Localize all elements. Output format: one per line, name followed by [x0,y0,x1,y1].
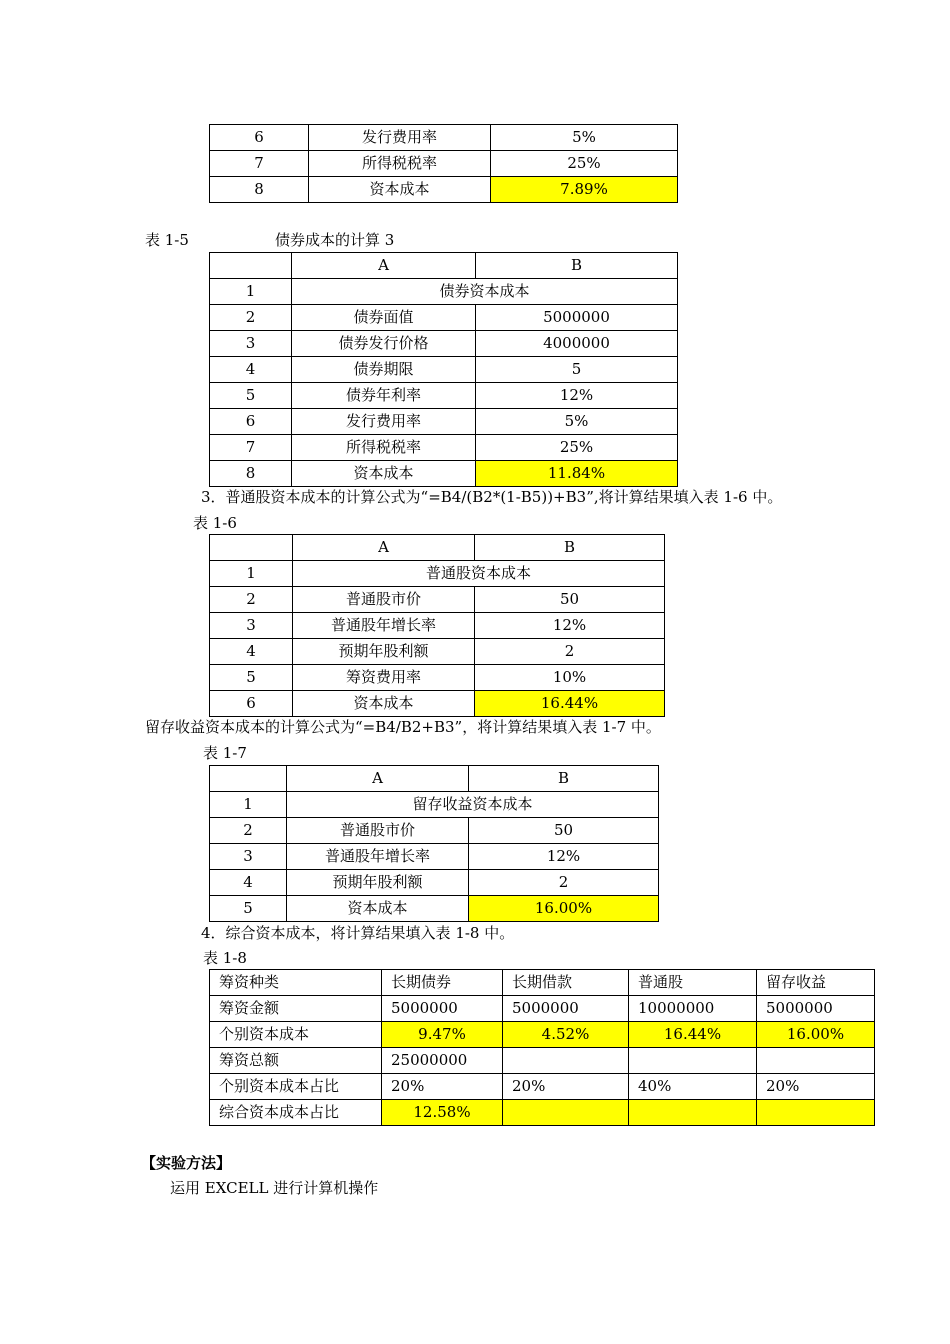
row-number: 8 [210,177,309,203]
row-number: 1 [210,561,293,587]
cell-value: 2 [469,870,659,896]
row-number: 4 [210,357,292,383]
cell: 25000000 [382,1048,503,1074]
cell-label: 预期年股利额 [287,870,469,896]
cell-label: 普通股市价 [287,818,469,844]
cell-value-highlight: 11.84% [476,461,678,487]
row-number: 2 [210,305,292,331]
corner-cell [210,766,287,792]
row-number: 1 [210,792,287,818]
table-header-row [210,970,875,996]
cell-highlight [629,1100,757,1126]
cell-label: 所得税税率 [309,151,491,177]
cell-value: 5% [476,409,678,435]
row-number: 6 [210,409,292,435]
row-number: 2 [210,818,287,844]
table-1-6 [209,534,665,717]
cell-label: 资本成本 [287,896,469,922]
cell: 个别资本成本占比 [210,1074,382,1100]
cell: 个别资本成本 [210,1022,382,1048]
corner-cell [210,535,293,561]
cell-label: 发行费用率 [309,125,491,151]
cell-value: 25% [476,435,678,461]
cell: 长期借款 [503,970,629,996]
cell: 5000000 [382,996,503,1022]
row-number: 7 [210,435,292,461]
cell-value: 25% [491,151,678,177]
table-label: 表 1-7 [203,744,247,762]
table-label: 表 1-6 [193,514,237,532]
section-heading: 【实验方法】 [141,1154,232,1172]
table-row [210,435,678,461]
row-number: 3 [210,331,292,357]
table-heading: 普通股资本成本 [293,561,665,587]
method-text: 运用 EXCELL 进行计算机操作 [170,1179,379,1197]
cell-label: 普通股年增长率 [293,613,475,639]
cell: 筹资种类 [210,970,382,996]
table-row [210,1022,875,1048]
paragraph-common-stock-formula: 3．普通股资本成本的计算公式为“=B4/(B2*(1-B5))+B3”,将计算结果填入表 1-6 中。 [201,488,783,506]
cell [629,1048,757,1074]
row-number: 7 [210,151,309,177]
cell-value-highlight: 9.47% [382,1022,503,1048]
table-row [210,561,665,587]
column-header: A [287,766,469,792]
table-row [210,587,665,613]
table-row [210,844,659,870]
column-header: B [469,766,659,792]
table-title: 债券成本的计算 3 [275,231,395,249]
cell-value: 5% [491,125,678,151]
column-header: B [475,535,665,561]
cell-label: 发行费用率 [292,409,476,435]
row-number: 6 [210,691,293,717]
table-row [210,665,665,691]
cell: 筹资金额 [210,996,382,1022]
cell-label: 债券期限 [292,357,476,383]
table-header-row [210,253,678,279]
row-number: 3 [210,613,293,639]
row-number: 3 [210,844,287,870]
table-row [210,870,659,896]
table-row [210,1074,875,1100]
table-label: 表 1-5 [145,231,189,249]
table-row [210,151,678,177]
row-number: 5 [210,383,292,409]
cell: 5000000 [757,996,875,1022]
table-header-row [210,766,659,792]
cell [503,1048,629,1074]
table-row [210,279,678,305]
cell-value-highlight: 12.58% [382,1100,503,1126]
table-row [210,896,659,922]
cell-label: 筹资费用率 [293,665,475,691]
cell-value: 5000000 [476,305,678,331]
row-number: 8 [210,461,292,487]
cell-label: 预期年股利额 [293,639,475,665]
table-1-8 [209,969,875,1126]
table-row [210,331,678,357]
table-row [210,461,678,487]
cell-value-highlight: 16.00% [757,1022,875,1048]
column-header: A [293,535,475,561]
corner-cell [210,253,292,279]
cell: 5000000 [503,996,629,1022]
cell: 综合资本成本占比 [210,1100,382,1126]
cell-label: 债券面值 [292,305,476,331]
cell-value: 12% [469,844,659,870]
cell-value-highlight: 16.44% [629,1022,757,1048]
table-row [210,409,678,435]
table-row [210,691,665,717]
table-row [210,125,678,151]
cell-value: 12% [476,383,678,409]
cell: 20% [757,1074,875,1100]
cell-label: 所得税税率 [292,435,476,461]
cell-highlight [757,1100,875,1126]
table-heading: 债券资本成本 [292,279,678,305]
table-heading: 留存收益资本成本 [287,792,659,818]
table-row [210,1048,875,1074]
row-number: 5 [210,896,287,922]
cell [757,1048,875,1074]
cell: 40% [629,1074,757,1100]
cell-value-highlight: 4.52% [503,1022,629,1048]
cell-highlight [503,1100,629,1126]
cell: 20% [503,1074,629,1100]
row-number: 4 [210,639,293,665]
table-row [210,639,665,665]
cell-value: 12% [475,613,665,639]
cell-value-highlight: 16.44% [475,691,665,717]
table-row [210,1100,875,1126]
cell: 10000000 [629,996,757,1022]
paragraph-overall-cost: 4．综合资本成本，将计算结果填入表 1-8 中。 [201,924,515,942]
row-number: 4 [210,870,287,896]
cell-value-highlight: 16.00% [469,896,659,922]
cell: 20% [382,1074,503,1100]
cell-label: 普通股年增长率 [287,844,469,870]
table-row [210,792,659,818]
table-row [210,996,875,1022]
table-bond-cost-2-partial [209,124,678,203]
row-number: 2 [210,587,293,613]
table-row [210,357,678,383]
cell: 长期债券 [382,970,503,996]
table-row [210,383,678,409]
column-header: B [476,253,678,279]
table-label: 表 1-8 [203,949,247,967]
cell-value: 5 [476,357,678,383]
table-row [210,177,678,203]
table-1-5 [209,252,678,487]
cell-value: 2 [475,639,665,665]
table-row [210,818,659,844]
cell-value: 50 [475,587,665,613]
row-number: 1 [210,279,292,305]
row-number: 5 [210,665,293,691]
cell-label: 普通股市价 [293,587,475,613]
cell: 筹资总额 [210,1048,382,1074]
paragraph-retained-earnings-formula: 留存收益资本成本的计算公式为“=B4/B2+B3”，将计算结果填入表 1-7 中。 [145,718,661,736]
column-header: A [292,253,476,279]
cell: 留存收益 [757,970,875,996]
table-row [210,613,665,639]
cell-value: 50 [469,818,659,844]
cell-label: 资本成本 [293,691,475,717]
table-header-row [210,535,665,561]
cell-label: 资本成本 [292,461,476,487]
cell-value: 10% [475,665,665,691]
cell-value: 4000000 [476,331,678,357]
cell-label: 债券年利率 [292,383,476,409]
cell-label: 资本成本 [309,177,491,203]
cell: 普通股 [629,970,757,996]
cell-label: 债券发行价格 [292,331,476,357]
table-row [210,305,678,331]
table-1-7 [209,765,659,922]
row-number: 6 [210,125,309,151]
cell-value-highlight: 7.89% [491,177,678,203]
